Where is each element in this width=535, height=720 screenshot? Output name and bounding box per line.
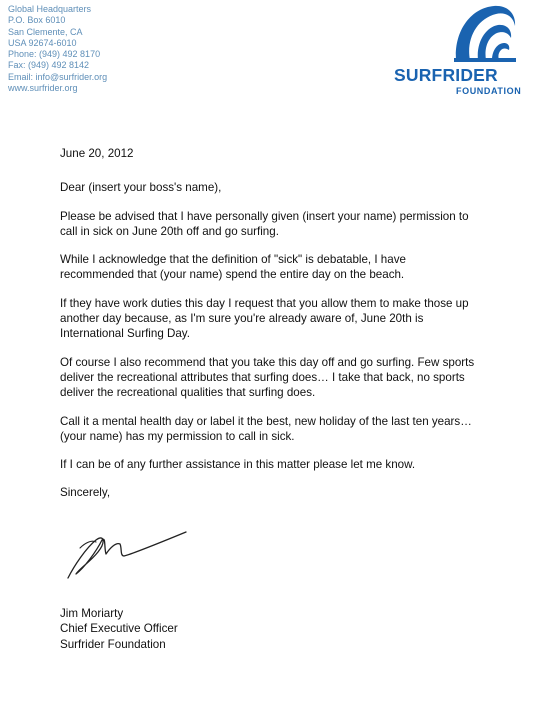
letter-body — [60, 146, 480, 514]
body-paragraph: If they have work duties this day I request that you allow them to make those up another day because, as I'm sure you're already aware of, June 20th is International Surfing Day. — [60, 296, 469, 341]
logo-subtitle: FOUNDATION — [456, 86, 522, 96]
address-website: www.surfrider.org — [8, 83, 78, 94]
body-paragraph: Call it a mental health day or label it the best, new holiday of the last ten years… (your name) has my permission to call in sick. — [60, 414, 472, 443]
address-email: Email: info@surfrider.org — [8, 71, 108, 82]
surfrider-logo — [390, 2, 530, 102]
address-line: San Clemente, CA — [8, 26, 83, 37]
closing: Sincerely, — [60, 486, 111, 500]
body-paragraph: While I acknowledge that the definition of "sick" is debatable, I have recommended that (your name) spend the entire day on the beach. — [60, 253, 406, 282]
address-line: P.O. Box 6010 — [8, 15, 66, 26]
logo-wordmark: SURFRIDER — [394, 65, 498, 85]
signer-organization: Surfrider Foundation — [60, 637, 166, 651]
letterhead-address — [8, 4, 107, 94]
body-paragraph: Please be advised that I have personally given (insert your name) permission to call in sick on June 20th off and go surfing. — [60, 209, 469, 238]
address-line: USA 92674-6010 — [8, 37, 77, 48]
letter-date: June 20, 2012 — [60, 147, 134, 160]
signer-name: Jim Moriarty — [60, 607, 124, 620]
address-line: Global Headquarters — [8, 4, 92, 14]
handwritten-signature — [62, 518, 202, 588]
body-paragraph: Of course I also recommend that you take this day off and go surfing. Few sports deliver the recreational attributes that surfing does… I take that back, no sports deliver the recreational qualities that surfing does. — [60, 355, 475, 400]
wave-logo-icon — [452, 2, 518, 64]
salutation: Dear (insert your boss's name), — [60, 181, 222, 195]
signer-title: Chief Executive Officer — [60, 622, 178, 636]
address-fax: Fax: (949) 492 8142 — [8, 60, 90, 71]
body-paragraph: If I can be of any further assistance in this matter please let me know. — [60, 458, 416, 472]
address-phone: Phone: (949) 492 8170 — [8, 49, 101, 60]
signer-block — [60, 606, 178, 652]
